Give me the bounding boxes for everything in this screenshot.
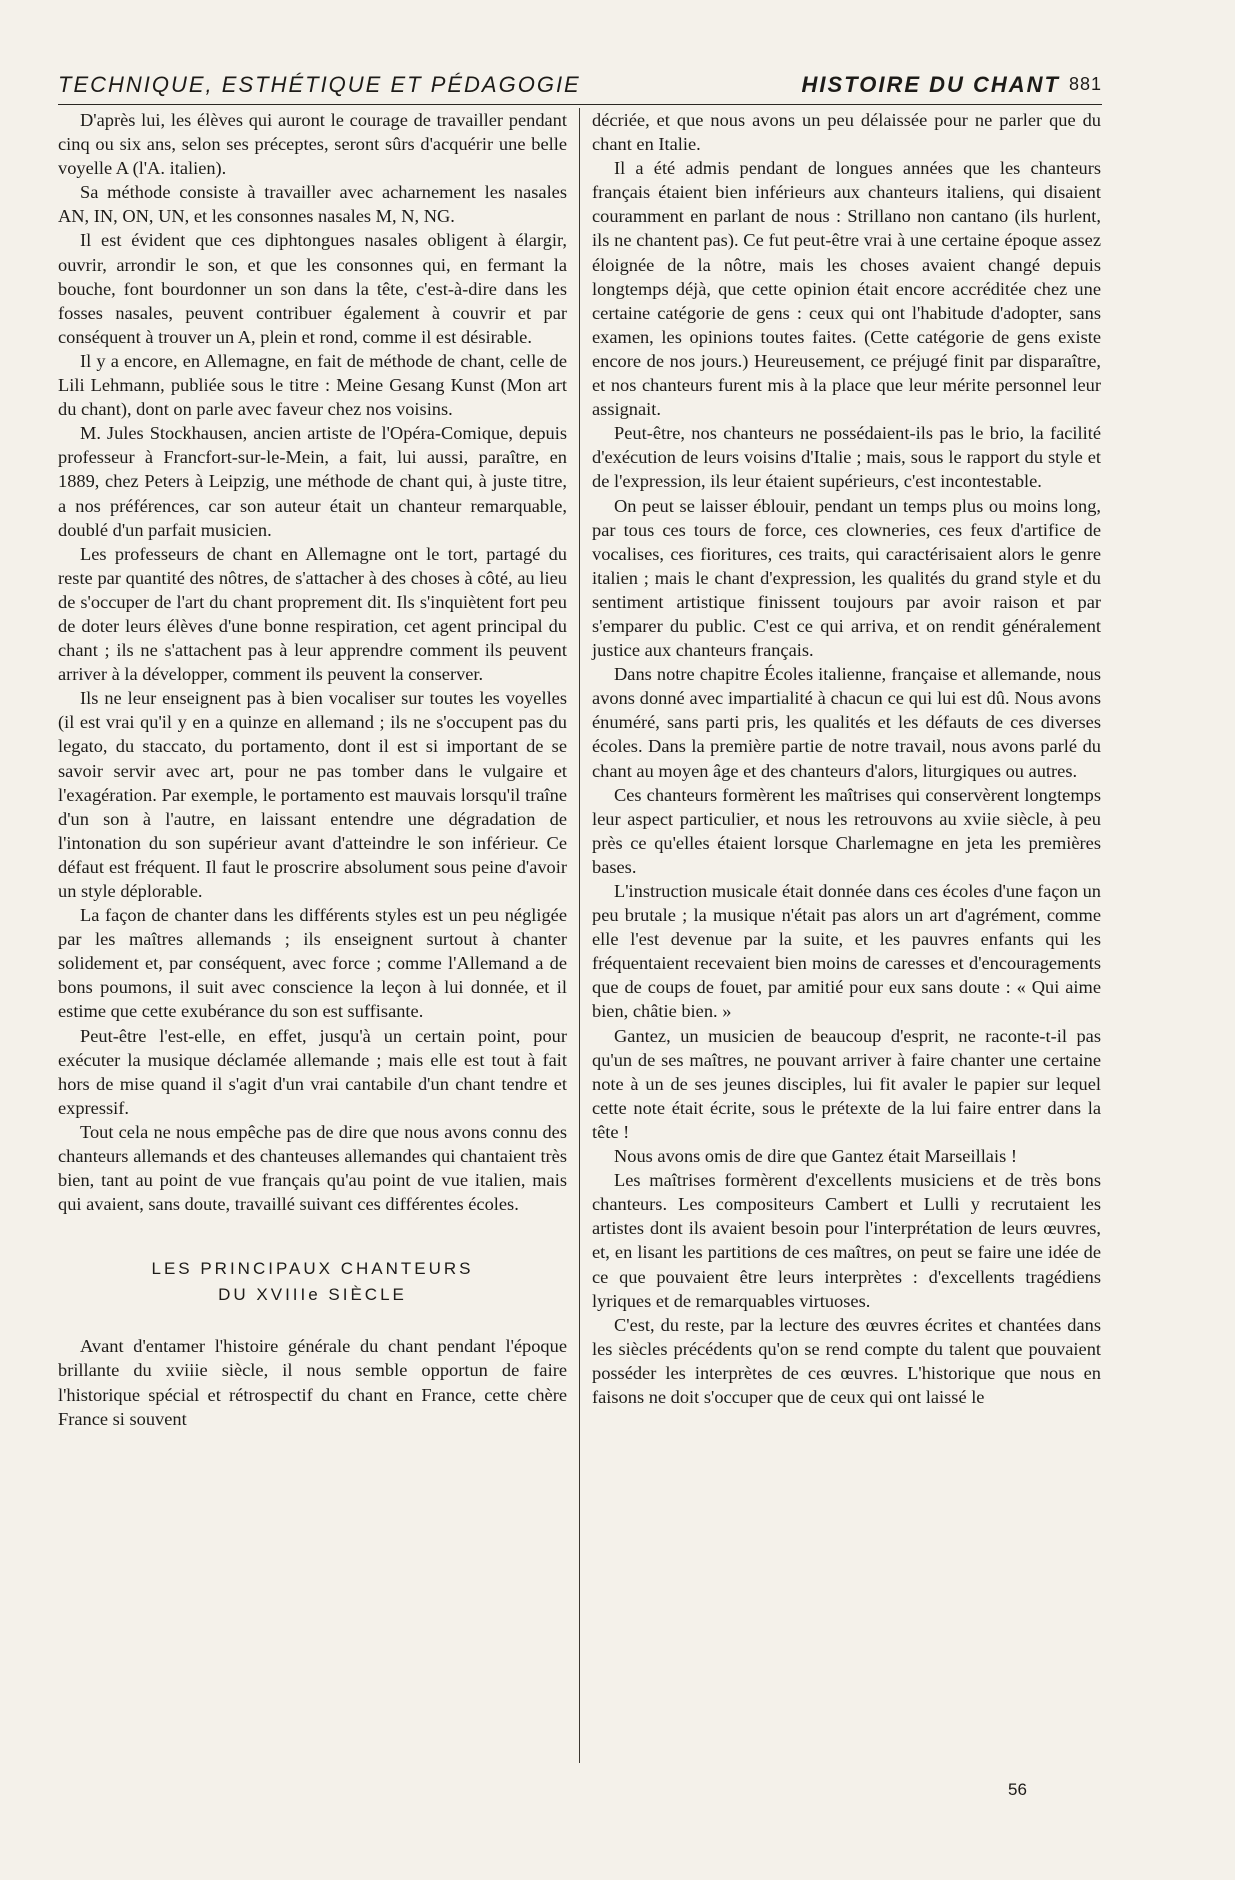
footer-signature-number: 56 — [1008, 1780, 1027, 1799]
header-left-title: TECHNIQUE, ESTHÉTIQUE ET PÉDAGOGIE — [58, 72, 581, 97]
paragraph: L'instruction musicale était donnée dans ces écoles d'une façon un peu brutale ; la musique n'était pas alors un art d'agrément, comme elle l'est devenue par la suite, et les pauvres enfants qui les fréquentaient recevaient bien moins de caresses et d'encouragements que de coups de fouet, par amitié pour eux sans doute : « Qui aime bien, châtie bien. » — [592, 881, 1101, 1022]
paragraph: Ils ne leur enseignent pas à bien vocaliser sur toutes les voyelles (il est vrai qu'il y en a quinze en allemand ; ils ne s'occupent pas du legato, du staccato, du portamento, dont il est si important de se savoir servir avec art, pour ne pas tomber dans le vulgaire et l'exagération. Par exemple, le portamento est mauvais lorsqu'il traîne d'un son à l'autre, en laissant entendre une dégradation de l'intonation du son supérieur avant d'atteindre le son inférieur. Ce défaut est fréquent. Il faut le proscrire absolument sous peine d'avoir un style déplorable. — [58, 688, 567, 901]
paragraph: Ces chanteurs formèrent les maîtrises qui conservèrent longtemps leur aspect particulier, et nous les retrouvons au xviie siècle, à peu près ce qu'elles étaient lorsque Charlemagne en jeta les premières bases. — [592, 784, 1101, 877]
paragraph: Sa méthode consiste à travailler avec acharnement les nasales AN, IN, ON, UN, et les consonnes nasales M, N, NG. — [58, 182, 567, 227]
paragraph: Peut-être, nos chanteurs ne possédaient-ils pas le brio, la facilité d'exécution de leurs voisins d'Italie ; mais, sous le rapport du style et de l'expression, ils leur étaient supérieurs, c'est incontestable. — [592, 423, 1101, 492]
paragraph: Dans notre chapitre Écoles italienne, française et allemande, nous avons donné avec impartialité à chacun ce qui lui est dû. Nous avons énuméré, sans parti pris, les qualités et les défauts de ces diverses écoles. Dans la première partie de notre travail, nous avons parlé du chant au moyen âge et des chanteurs d'alors, liturgiques ou autres. — [592, 664, 1101, 781]
section-heading-line2: DU XVIIIe SIÈCLE — [218, 1285, 407, 1305]
paragraph: Tout cela ne nous empêche pas de dire que nous avons connu des chanteurs allemands et des chanteuses allemandes qui chantaient très bien, tant au point de vue français qu'au point de vue italien, mais qui avaient, sans doute, travaillé suivant ces différentes écoles. — [58, 1121, 567, 1215]
right-column — [592, 108, 1101, 1409]
paragraph: La façon de chanter dans les différents styles est un peu négligée par les maîtres allemands ; ils enseignent surtout à chanter solidement et, par conséquent, avec force ; comme l'Allemand a de bons poumons, il suit avec conscience la leçon à lui donnée, et il estime que cette exubérance du son est suffisante. — [58, 905, 567, 1022]
paragraph: Avant d'entamer l'histoire générale du chant pendant l'époque brillante du xviiie siècle, il nous semble opportun de faire l'historique spécial et rétrospectif du chant en France, cette chère France si souvent — [58, 1336, 567, 1429]
paragraph: décriée, et que nous avons un peu délaissée pour ne parler que du chant en Italie. — [592, 110, 1101, 155]
paragraph: D'après lui, les élèves qui auront le courage de travailler pendant cinq ou six ans, selon ses préceptes, seront sûrs d'acquérir une belle voyelle A (l'A. italien). — [58, 110, 567, 179]
section-heading — [58, 1256, 567, 1308]
column-divider — [579, 108, 580, 1763]
paragraph: Nous avons omis de dire que Gantez était Marseillais ! — [614, 1146, 1017, 1167]
section-heading-line1: LES PRINCIPAUX CHANTEURS — [151, 1259, 474, 1279]
paragraph: C'est, du reste, par la lecture des œuvres écrites et chantées dans les siècles précédents qu'on se rend compte du talent que pouvaient posséder les interprètes de ces œuvres. L'historique que nous en faisons ne doit s'occuper que de ceux qui ont laissé le — [592, 1314, 1101, 1407]
paragraph: Il y a encore, en Allemagne, en fait de méthode de chant, celle de Lili Lehmann, publiée sous le titre : Meine Gesang Kunst (Mon art du chant), dont on parle avec faveur chez nos voisins. — [58, 350, 567, 420]
left-column — [58, 108, 567, 1431]
running-header — [58, 70, 1102, 105]
paragraph: On peut se laisser éblouir, pendant un temps plus ou moins long, par tous ces tours de force, ces clowneries, ces feux d'artifice de vocalises, ces fioritures, ces traits, qui caractérisaient alors le genre italien ; mais le chant d'expression, les qualités du grand style et du sentiment artistique finissent toujours par avoir raison et par s'emparer du public. C'est ce qui arriva, et on rendit généralement justice aux chanteurs français. — [592, 495, 1101, 661]
paragraph: Il a été admis pendant de longues années que les chanteurs français étaient bien inférieurs aux chanteurs italiens, qui disaient couramment en parlant de nous : Strillano non cantano (ils hurlent, ils ne chantent pas). Ce fut peut-être vrai à une certaine époque assez éloignée de la nôtre, mais les choses avaient changé depuis longtemps déjà, que cette opinion était encore accréditée chez une certaine catégorie de gens : ceux qui ont l'habitude d'adopter, sans examen, les opinions toutes faites. (Cette catégorie de gens existe encore de nos jours.) Heureusement, ce préjugé finit par disparaître, et nos chanteurs furent mis à la place que leur mérite personnel leur assignait. — [592, 158, 1101, 420]
header-right-title: HISTOIRE DU CHANT — [801, 72, 1060, 97]
header-page-number: 881 — [1068, 74, 1102, 94]
paragraph: Les professeurs de chant en Allemagne ont le tort, partagé du reste par quantité des nôtres, de s'attacher à des choses à côté, au lieu de s'occuper de l'art du chant proprement dit. Ils s'inquiètent fort peu de doter leurs élèves d'une bonne respiration, cet agent principal du chant ; ils ne s'attachent pas à leur apprendre comment ils peuvent arriver à la développer, comment ils peuvent la conserver. — [58, 543, 567, 685]
paragraph: Peut-être l'est-elle, en effet, jusqu'à un certain point, pour exécuter la musique déclamée allemande ; mais elle est tout à fait hors de mise quand il s'agit d'un vrai cantabile d'un chant tendre et expressif. — [58, 1025, 567, 1118]
paragraph: Les maîtrises formèrent d'excellents musiciens et de très bons chanteurs. Les compositeurs Cambert et Lulli y recrutaient les artistes dont ils avaient besoin pour l'interprétation de leurs œuvres, et, en lisant les partitions de ces maîtres, on peut se faire une idée de ce que pouvaient être leurs interprètes : d'excellents tragédiens lyriques et de remarquables virtuoses. — [592, 1170, 1101, 1311]
paragraph: M. Jules Stockhausen, ancien artiste de l'Opéra-Comique, depuis professeur à Francfort-sur-le-Mein, a fait, lui aussi, paraître, en 1889, chez Peters à Leipzig, une méthode de chant qui, à juste titre, a nos préférences, car son auteur était un chanteur remarquable, doublé d'un parfait musicien. — [58, 423, 567, 540]
paragraph: Gantez, un musicien de beaucoup d'esprit, ne raconte-t-il pas qu'un de ses maîtres, ne pouvant arriver à faire chanter une certaine note à un de ses jeunes disciples, lui fit avaler le papier sur lequel cette note était écrite, sous le prétexte de la lui faire entrer dans la tête ! — [592, 1025, 1101, 1142]
paragraph: Il est évident que ces diphtongues nasales obligent à élargir, ouvrir, arrondir le son, et que les consonnes qui, en fermant la bouche, font bourdonner un son dans la tête, c'est-à-dire dans les fosses nasales, peuvent contribuer également à couvrir et par conséquent à trouver un A, plein et rond, comme il est désirable. — [58, 230, 567, 347]
